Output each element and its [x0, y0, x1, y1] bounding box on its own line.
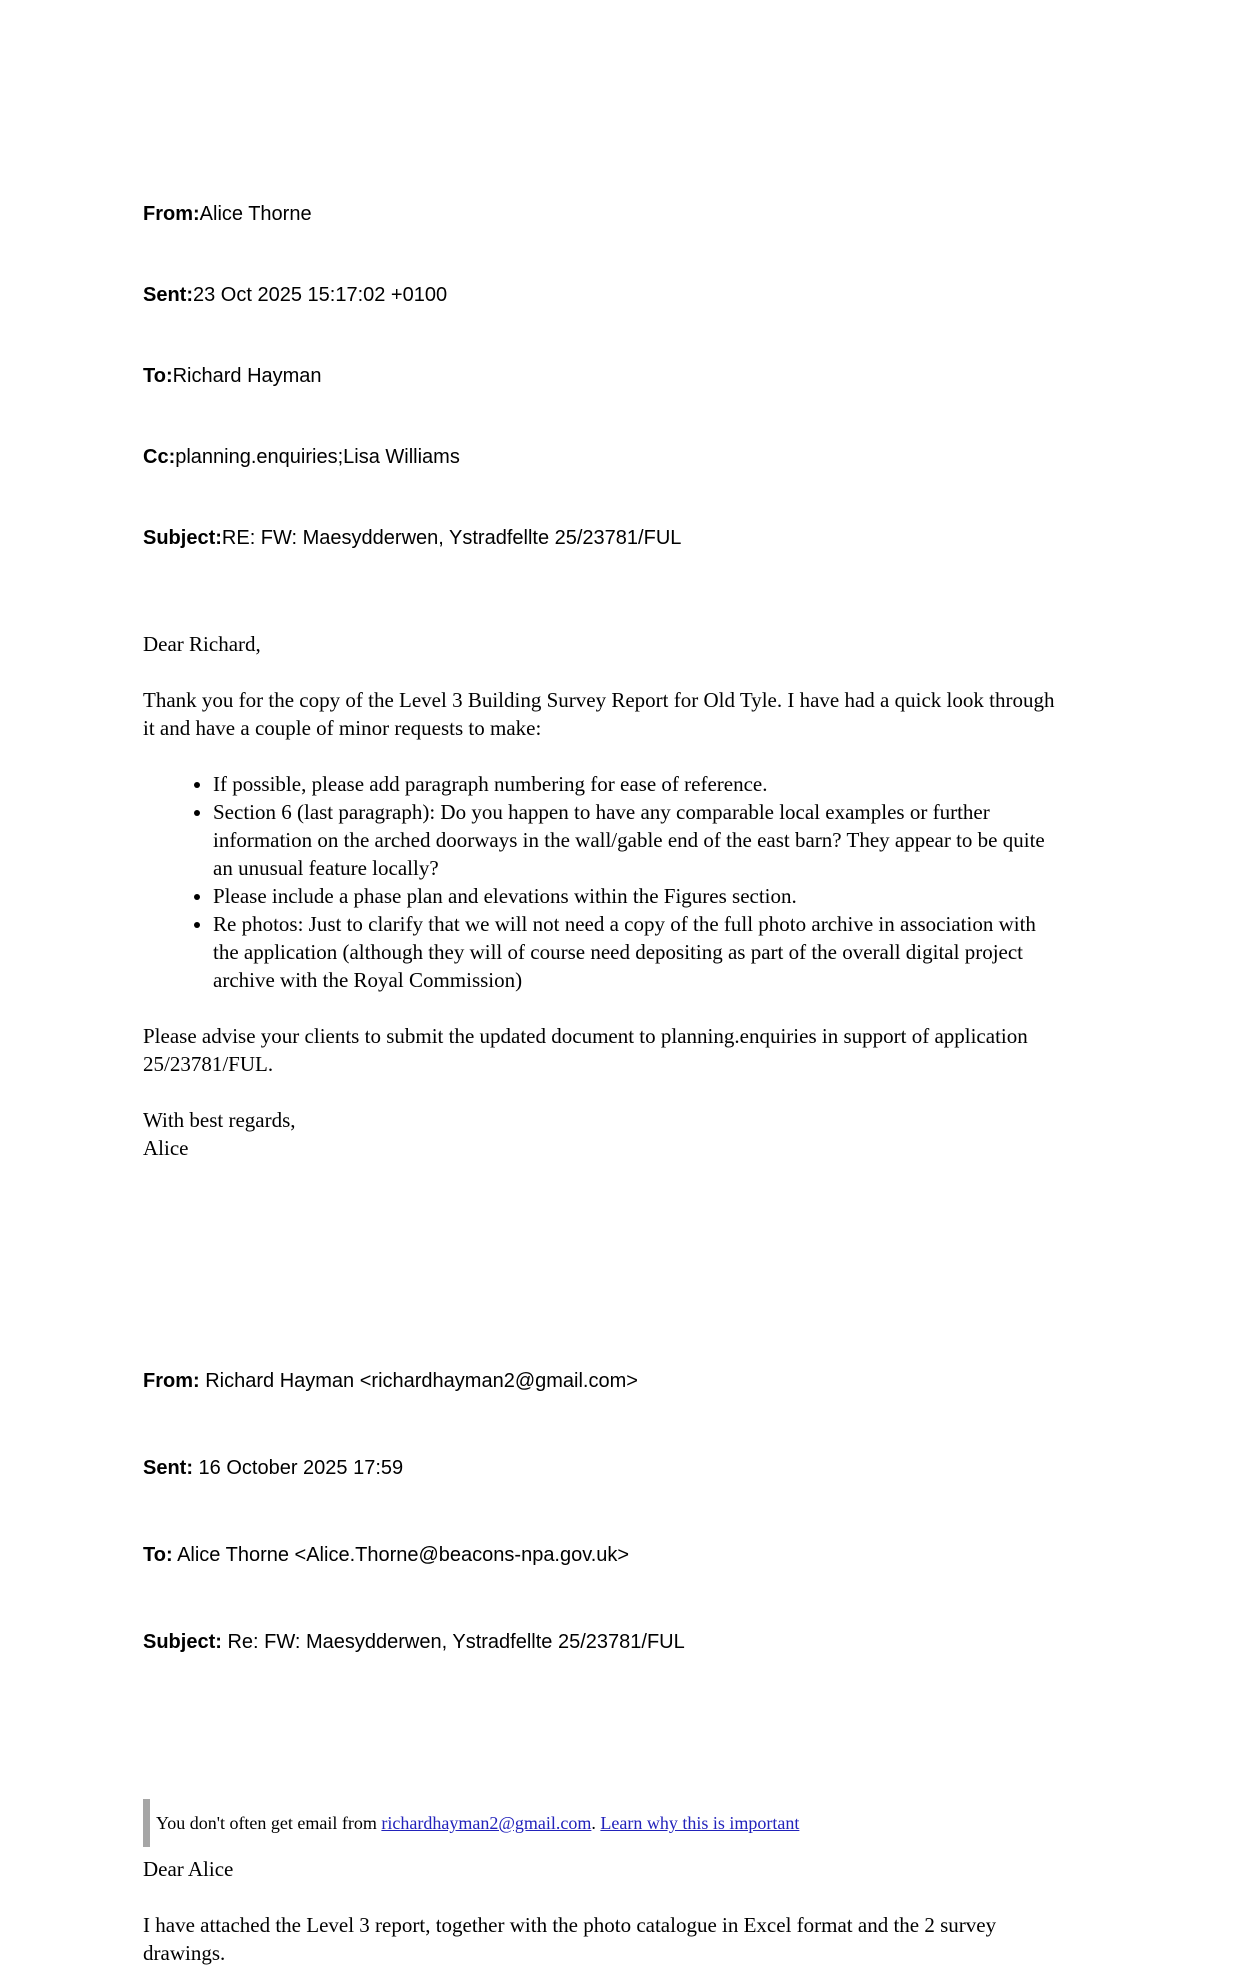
external-sender-notice: [143, 1799, 1063, 1847]
email2-greeting: Dear Alice: [143, 1857, 234, 1881]
to-label: To:: [143, 1544, 173, 1566]
notice-prefix: You don't often get email from: [156, 1813, 382, 1833]
email1-header-cc: [143, 444, 1063, 471]
email1-greeting: Dear Richard,: [143, 632, 261, 656]
list-item: • Section 6 (last paragraph): Do you happen to have any comparable local examples or further information on the arched doorways in the wall/gable end of the east barn? They appear to be quite an unusual feature locally?: [213, 798, 1063, 882]
from-value: Alice Thorne: [199, 203, 312, 225]
sender-email-link[interactable]: richardhayman2@gmail.com: [381, 1813, 592, 1833]
from-label: From:: [143, 1370, 200, 1392]
email2-header-block: [143, 1309, 1063, 1715]
email1-header-sent: [143, 282, 1063, 309]
subject-label: Subject:: [143, 1631, 222, 1653]
sent-value: 16 October 2025 17:59: [193, 1457, 404, 1479]
subject-value: Re: FW: Maesydderwen, Ystradfellte 25/23781/FUL: [221, 1631, 685, 1653]
from-value: Richard Hayman <richardhayman2@gmail.com>: [199, 1370, 638, 1392]
signature-name: Alice: [143, 1136, 189, 1160]
sent-label: Sent:: [143, 1457, 193, 1479]
email1-paragraph-1: Thank you for the copy of the Level 3 Building Survey Report for Old Tyle. I have had a quick look through it and have a couple of minor requests to make:: [143, 688, 1055, 740]
email2-header-subject: [143, 1628, 1063, 1657]
email1-header-block: [143, 147, 1063, 606]
email1-header-from: [143, 201, 1063, 228]
to-label: To:: [143, 365, 173, 387]
email-thread: [143, 147, 1063, 1967]
email1-signoff-block: [143, 1106, 1063, 1162]
subject-label: Subject:: [143, 527, 222, 549]
list-item: • Re photos: Just to clarify that we will not need a copy of the full photo archive in association with the application (although they will of course need depositing as part of the overall digital project archive with the Royal Commission): [213, 910, 1063, 994]
email2-header-sent: [143, 1454, 1063, 1483]
external-sender-text: [156, 1812, 799, 1834]
email2-header-to: [143, 1541, 1063, 1570]
list-item: • If possible, please add paragraph numbering for ease of reference.: [213, 770, 1063, 798]
email1-header-subject: [143, 525, 1063, 552]
list-item: • Please include a phase plan and elevations within the Figures section.: [213, 882, 1063, 910]
sent-label: Sent:: [143, 284, 193, 306]
email2-paragraph-1: I have attached the Level 3 report, together with the photo catalogue in Excel format and the 2 survey drawings.: [143, 1913, 997, 1965]
request-list: [143, 770, 1063, 994]
cc-value: planning.enquiries;Lisa Williams: [175, 446, 460, 468]
sent-value: 23 Oct 2025 15:17:02 +0100: [193, 284, 448, 306]
learn-why-link[interactable]: Learn why this is important: [600, 1813, 800, 1833]
email1-header-to: [143, 363, 1063, 390]
cc-label: Cc:: [143, 446, 176, 468]
from-label: From:: [143, 203, 200, 225]
to-value: Alice Thorne <Alice.Thorne@beacons-npa.gov.uk>: [172, 1544, 630, 1566]
email2-header-from: [143, 1367, 1063, 1396]
to-value: Richard Hayman: [172, 365, 322, 387]
notice-separator: .: [591, 1813, 601, 1833]
quote-bar: [143, 1799, 150, 1847]
email1-paragraph-2: Please advise your clients to submit the updated document to planning.enquiries in support of application 25/23781/FUL.: [143, 1024, 1028, 1076]
signoff-text: With best regards,: [143, 1108, 296, 1132]
subject-value: RE: FW: Maesydderwen, Ystradfellte 25/23781/FUL: [221, 527, 682, 549]
